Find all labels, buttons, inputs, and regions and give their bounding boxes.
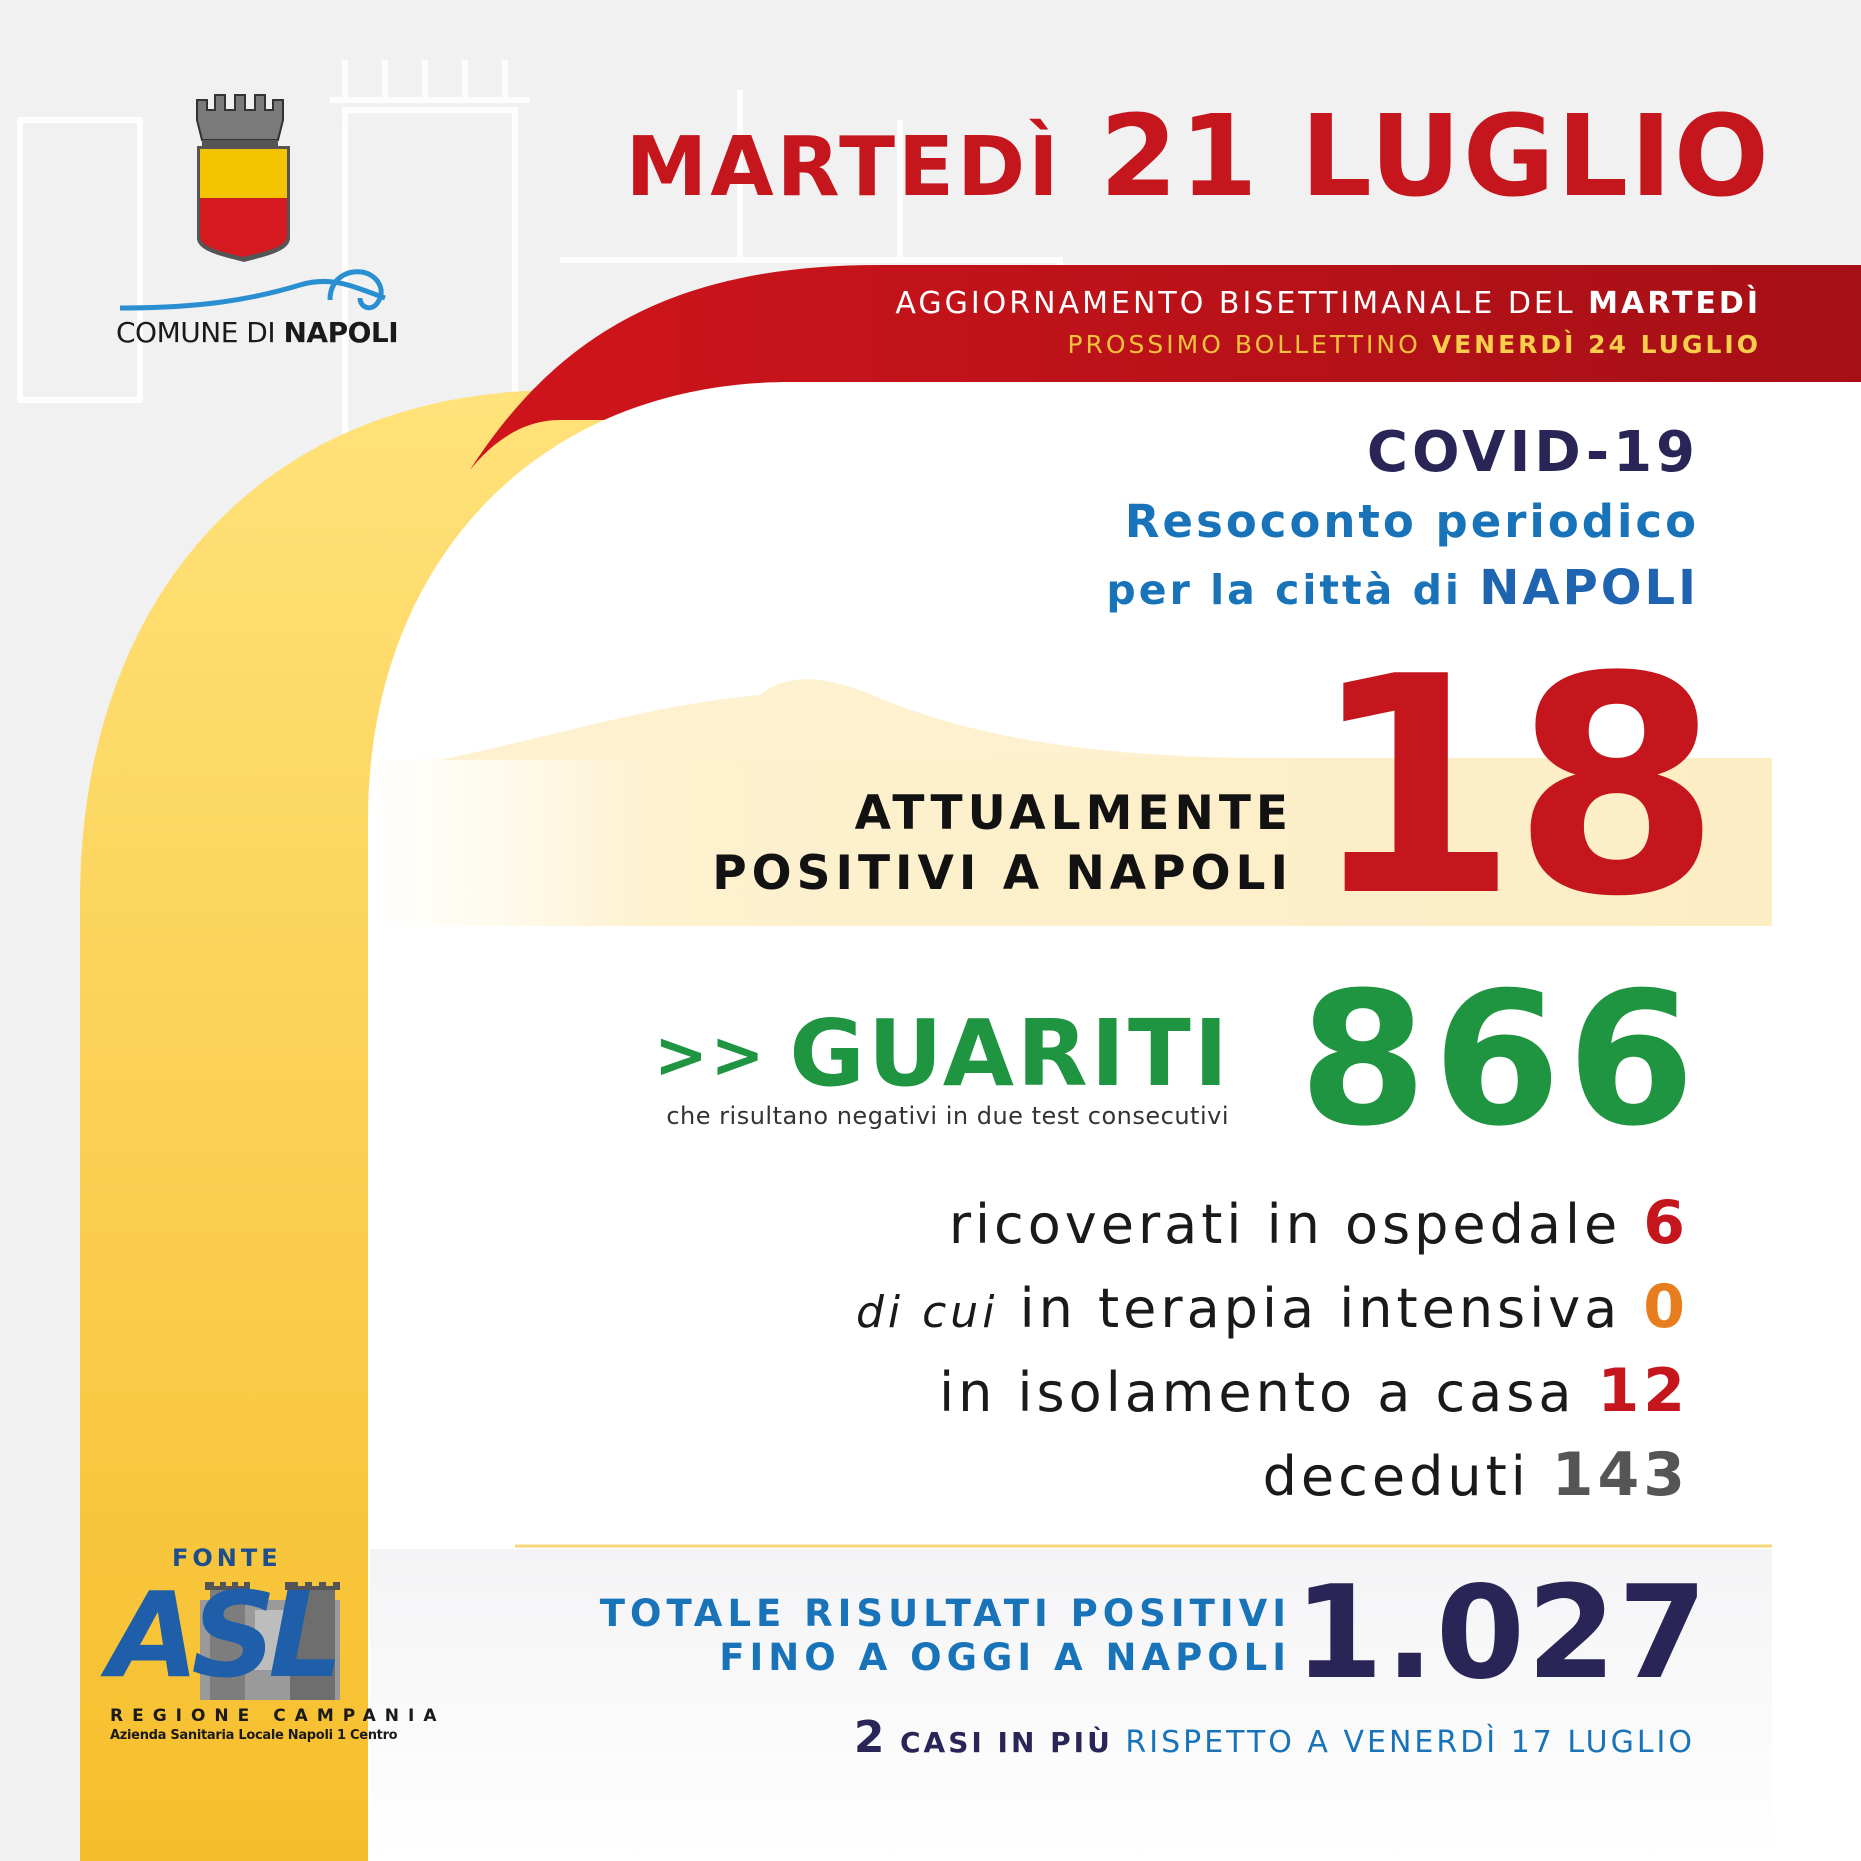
stat-isolamento bbox=[939, 1356, 1689, 1426]
stat-ricoverati-label: ricoverati in ospedale bbox=[948, 1193, 1622, 1256]
delta-casi: CASI IN PIÙ bbox=[900, 1726, 1113, 1759]
comune-bold: NAPOLI bbox=[283, 316, 399, 349]
header-date bbox=[626, 92, 1771, 222]
header-weekday: MARTEDÌ bbox=[625, 120, 1062, 215]
attualmente-value: 18 bbox=[1309, 613, 1715, 962]
stat-isolamento-label: in isolamento a casa bbox=[939, 1361, 1576, 1424]
stat-deceduti-label: deceduti bbox=[1262, 1445, 1530, 1508]
stat-terapia-label: in terapia intensiva bbox=[1019, 1277, 1622, 1340]
coat-of-arms-icon bbox=[197, 95, 290, 262]
delta-rest: RISPETTO A VENERDÌ 17 LUGLIO bbox=[1125, 1725, 1695, 1760]
asl-agency: Azienda Sanitaria Locale Napoli 1 Centro bbox=[110, 1728, 398, 1743]
guariti-text: GUARITI bbox=[789, 1000, 1231, 1107]
banner-next-line bbox=[1067, 330, 1761, 359]
banner-line2-bold: VENERDÌ 24 LUGLIO bbox=[1431, 330, 1761, 359]
attualmente-label-1: ATTUALMENTE bbox=[854, 786, 1293, 841]
source-label: FONTE bbox=[172, 1544, 282, 1572]
asl-region: REGIONE CAMPANIA bbox=[110, 1706, 446, 1726]
header-day-month: 21 LUGLIO bbox=[1099, 92, 1771, 222]
banner-line1-prefix: AGGIORNAMENTO BISETTIMANALE DEL bbox=[895, 286, 1589, 321]
title-citta bbox=[1106, 560, 1699, 616]
stat-terapia-value: 0 bbox=[1643, 1272, 1689, 1342]
stat-deceduti-value: 143 bbox=[1551, 1440, 1689, 1510]
title-covid: COVID-19 bbox=[1366, 420, 1699, 485]
asl-logo-text: ASL bbox=[108, 1566, 336, 1704]
totale-value: 1.027 bbox=[1294, 1559, 1709, 1708]
title-citta-bold: NAPOLI bbox=[1479, 560, 1699, 616]
banner-update-line bbox=[895, 286, 1761, 321]
title-resoconto: Resoconto periodico bbox=[1124, 495, 1699, 548]
totale-label-2: FINO A OGGI A NAPOLI bbox=[719, 1636, 1291, 1679]
stat-terapia-prefix: di cui bbox=[855, 1287, 999, 1338]
title-citta-prefix: per la città di bbox=[1106, 566, 1480, 614]
stat-terapia bbox=[856, 1272, 1689, 1342]
stat-ricoverati bbox=[949, 1188, 1689, 1258]
guariti-subtitle: che risultano negativi in due test consecutivi bbox=[666, 1102, 1229, 1130]
stat-deceduti bbox=[1263, 1440, 1689, 1510]
banner-line2-prefix: PROSSIMO BOLLETTINO bbox=[1067, 330, 1432, 359]
guariti-label bbox=[654, 1000, 1231, 1107]
guariti-value: 866 bbox=[1298, 953, 1701, 1167]
guariti-arrow-icon: >> bbox=[654, 1019, 768, 1093]
delta-number: 2 bbox=[853, 1712, 888, 1763]
stat-ricoverati-value: 6 bbox=[1643, 1188, 1689, 1258]
stat-isolamento-value: 12 bbox=[1597, 1356, 1689, 1426]
banner-line1-bold: MARTEDÌ bbox=[1588, 286, 1761, 321]
totale-label-1: TOTALE RISULTATI POSITIVI bbox=[599, 1592, 1291, 1635]
comune-logo-text bbox=[116, 316, 398, 349]
comune-prefix: COMUNE DI bbox=[116, 316, 284, 349]
attualmente-label-2: POSITIVI A NAPOLI bbox=[712, 846, 1293, 901]
totale-delta bbox=[854, 1712, 1695, 1763]
